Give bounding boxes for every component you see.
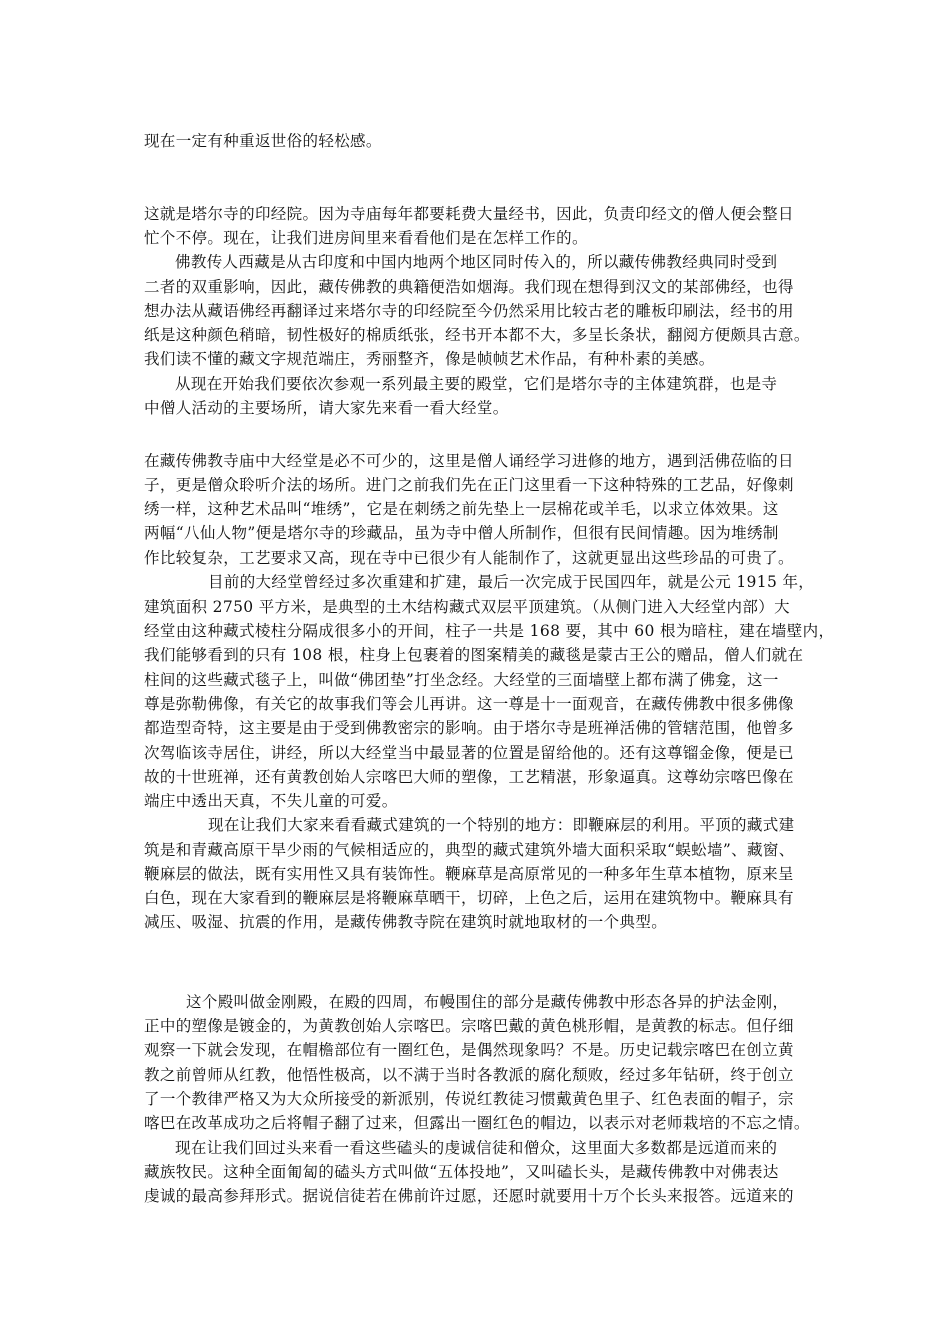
text-line: 目前的大经堂曾经过多次重建和扩建，最后一次完成于民国四年，就是公元 1915 年，: [208, 573, 815, 591]
text-line: 作比较复杂，工艺要求又高，现在寺中已很少有人能制作了，这就更显出这些珍品的可贵了。: [144, 549, 794, 567]
text-line: 这就是塔尔寺的印经院。因为寺庙每年都要耗费大量经书，因此，负责印经文的僧人便会整日: [144, 205, 794, 223]
text-line: 鞭麻层的做法，既有实用性又具有装饰性。鞭麻草是高原常见的一种多年生草本植物，原来呈: [144, 865, 794, 883]
text-line: 端庄中透出天真，不失儿童的可爱。: [144, 792, 398, 810]
text-line: 绣一样，这种艺术品叫“堆绣”，它是在刺绣之前先垫上一层棉花或羊毛，以求立体效果。这: [144, 500, 779, 518]
text-line: 二者的双重影响，因此，藏传佛教的典籍便浩如烟海。我们现在想得到汉文的某部佛经，也得: [144, 278, 794, 296]
text-line: 尊是弥勒佛像，有关它的故事我们等会儿再讲。这一尊是十一面观音，在藏传佛教中很多佛像: [144, 695, 794, 713]
text-line: 藏族牧民。这种全面匍匐的磕头方式叫做“五体投地”，又叫磕长头，是藏传佛教中对佛表达: [144, 1163, 779, 1181]
text-line: 故的十世班禅，还有黄教创始人宗喀巴大师的塑像，工艺精湛，形象逼真。这尊幼宗喀巴像在: [144, 768, 794, 786]
text-line: 经堂由这种藏式棱柱分隔成很多小的开间，柱子一共是 168 要，其中 60 根为暗柱，建在墙壁内，: [144, 622, 835, 640]
text-line: 纸是这种颜色稍暗，韧性极好的棉质纸张，经书开本都不大，多呈长条状，翻阅方便颇具古意。: [144, 326, 810, 344]
text-line: 这个殿叫做金刚殿，在殿的四周，布幔围住的部分是藏传佛教中形态各异的护法金刚，: [186, 993, 789, 1011]
text-line: 喀巴在改革成功之后将帽子翻了过来，但露出一圈红色的帽边，以表示对老师栽培的不忘之情。: [144, 1114, 810, 1132]
text-line: 虔诚的最高参拜形式。据说信徒若在佛前许过愿，还愿时就要用十万个长头来报答。远道来的: [144, 1187, 794, 1205]
text-line: 现在一定有种重返世俗的轻松感。: [144, 132, 382, 150]
text-line: 现在让我们回过头来看一看这些磕头的虔诚信徒和僧众，这里面大多数都是远道而来的: [175, 1139, 778, 1157]
text-line: 了一个教律严格又为大众所接受的新派别，传说红教徒习惯戴黄色里子、红色表面的帽子，宗: [144, 1090, 794, 1108]
text-line: 我们读不懂的藏文字规范端庄，秀丽整齐，像是帧帧艺术作品，有种朴素的美感。: [144, 350, 715, 368]
text-line: 中僧人活动的主要场所，请大家先来看一看大经堂。: [144, 399, 509, 417]
text-line: 观察一下就会发现，在帽檐部位有一圈红色，是偶然现象吗？不是。历史记载宗喀巴在创立黄: [144, 1041, 794, 1059]
text-line: 正中的塑像是镀金的，为黄教创始人宗喀巴。宗喀巴戴的黄色桃形帽，是黄教的标志。但仔细: [144, 1017, 794, 1035]
text-line: 想办法从藏语佛经再翻译过来塔尔寺的印经院至今仍然采用比较古老的雕板印刷法，经书的用: [144, 302, 794, 320]
text-line: 两幅“八仙人物”便是塔尔寺的珍藏品，虽为寺中僧人所制作，但很有民间情趣。因为堆绣制: [144, 524, 779, 542]
text-line: 忙个不停。现在，让我们进房间里来看看他们是在怎样工作的。: [144, 229, 588, 247]
text-line: 都造型奇特，这主要是由于受到佛教密宗的影响。由于塔尔寺是班禅活佛的管辖范围，他曾多: [144, 719, 794, 737]
text-line: 教之前曾师从红教，他悟性极高，以不满于当时各教派的腐化颓败，经过多年钻研，终于创立: [144, 1066, 794, 1084]
text-line: 减压、吸湿、抗震的作用，是藏传佛教寺院在建筑时就地取材的一个典型。: [144, 913, 668, 931]
text-line: 在藏传佛教寺庙中大经堂是必不可少的，这里是僧人诵经学习进修的地方，遇到活佛莅临的日: [144, 452, 794, 470]
text-line: 建筑面积 2750 平方米，是典型的土木结构藏式双层平顶建筑。（从侧门进入大经堂内部）大: [144, 598, 790, 616]
text-line: 子，更是僧众聆听介法的场所。进门之前我们先在正门这里看一下这种特殊的工艺品，好像刺: [144, 476, 794, 494]
text-line: 柱间的这些藏式毯子上，叫做“佛团垫”打坐念经。大经堂的三面墙壁上都布满了佛龛，这一: [144, 671, 779, 689]
text-line: 白色，现在大家看到的鞭麻层是将鞭麻草晒干，切碎，上色之后，运用在建筑物中。鞭麻具有: [144, 889, 794, 907]
text-line: 佛教传人西藏是从古印度和中国内地两个地区同时传入的，所以藏传佛教经典同时受到: [175, 253, 778, 271]
text-line: 次驾临该寺居住，讲经，所以大经堂当中最显著的位置是留给他的。还有这尊镏金像，便是已: [144, 744, 794, 762]
text-line: 现在让我们大家来看看藏式建筑的一个特别的地方：即鞭麻层的利用。平顶的藏式建: [208, 816, 795, 834]
text-line: 筑是和青藏高原干旱少雨的气候相适应的，典型的藏式建筑外墙大面积采取“蜈蚣墙”、藏窗、: [144, 841, 795, 859]
text-line: 从现在开始我们要依次参观一系列最主要的殿堂，它们是塔尔寺的主体建筑群，也是寺: [175, 375, 778, 393]
text-line: 我们能够看到的只有 108 根，柱身上包裹着的图案精美的藏毯是蒙古王公的赠品，僧人们就在: [144, 646, 804, 664]
